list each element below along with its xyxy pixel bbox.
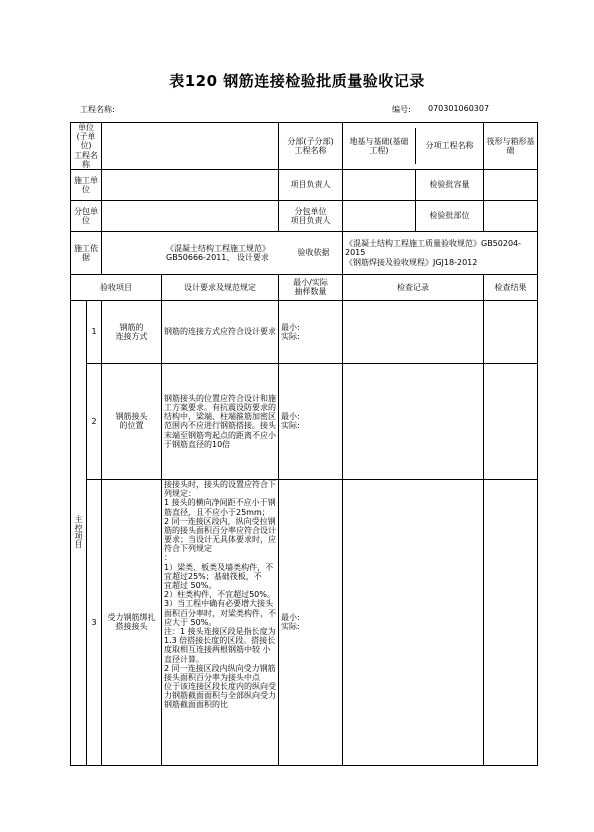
contractor-label: 施工单位 xyxy=(71,169,102,200)
row-no: 1 xyxy=(87,300,102,363)
row-sample: 最小: 实际: xyxy=(279,363,343,479)
unit-label: 单位(子单位) 工程名称 xyxy=(71,123,102,170)
sub-manager-label: 分包单位 项目负责人 xyxy=(279,200,343,231)
col-record: 检查记录 xyxy=(343,274,484,300)
contractor-value[interactable] xyxy=(102,169,279,200)
table-row xyxy=(71,479,538,765)
row-record[interactable] xyxy=(343,479,484,765)
number-label: 编号: xyxy=(392,105,411,114)
row-result[interactable] xyxy=(484,363,538,479)
subcontractor-value[interactable] xyxy=(102,200,279,231)
col-result: 检查结果 xyxy=(484,274,538,300)
sub-manager-value[interactable] xyxy=(343,201,416,231)
basis-cell xyxy=(102,231,343,274)
project-name-label: 工程名称: xyxy=(80,105,115,114)
batch-location-value[interactable] xyxy=(484,200,538,231)
header-row-basis xyxy=(71,231,538,274)
row-sample: 最小: 实际: xyxy=(279,479,343,765)
project-manager-label: 项目负责人 xyxy=(279,169,343,200)
col-item: 验收项目 xyxy=(71,274,162,300)
row-record[interactable] xyxy=(343,300,484,363)
row-no: 3 xyxy=(87,479,102,765)
subcontractor-label: 分包单位 xyxy=(71,200,102,231)
unit-value[interactable] xyxy=(102,123,279,170)
header-row-unit xyxy=(71,123,538,170)
project-manager-value[interactable] xyxy=(343,170,416,200)
section-label-cell xyxy=(71,300,87,765)
table-row xyxy=(71,363,538,479)
basis-label: 施工依据 xyxy=(71,231,102,274)
acceptance-form-table xyxy=(70,122,538,766)
header-row-contractor xyxy=(71,169,538,200)
page-title: 表120 钢筋连接检验批质量验收记录 xyxy=(169,72,425,90)
row-requirement: 钢筋接头的位置应符合设计和施工方案要求。有抗震设防要求的结构中，梁端、柱端箍筋加密区范围内不应进行钢筋搭接。接头末端至钢筋弯起点的距离不应小于钢筋直径的10倍 xyxy=(162,363,279,479)
row-item: 钢筋的 连接方式 xyxy=(102,300,162,363)
col-requirement: 设计要求及规范规定 xyxy=(162,274,279,300)
division-value: 地基与基础(基础 工程) xyxy=(343,128,416,164)
subitem-value: 筏形与箱形基础 xyxy=(484,123,538,170)
column-header-row xyxy=(71,274,538,300)
division-label: 分部(子分部) 工程名称 xyxy=(279,123,343,170)
row-requirement: 钢筋的连接方式应符合设计要求 xyxy=(162,300,279,363)
number-value: 070301060307 xyxy=(428,104,490,113)
batch-location-label: 检验批部位 xyxy=(429,211,470,221)
batch-capacity-label: 检验批容量 xyxy=(429,180,470,190)
batch-capacity-value[interactable] xyxy=(484,169,538,200)
division-cell xyxy=(343,123,484,170)
row-sample: 最小: 实际: xyxy=(279,300,343,363)
basis-value: 《混凝土结构工程施工规范》 GB50666-2011、 设计要求 xyxy=(166,243,270,262)
manager-cell xyxy=(343,169,484,200)
row-result[interactable] xyxy=(484,300,538,363)
table-row xyxy=(71,300,538,363)
row-item: 受力钢筋绑扎 搭接接头 xyxy=(102,479,162,765)
col-sample: 最小/实际 抽样数量 xyxy=(279,274,343,300)
header-row-subcontractor xyxy=(71,200,538,231)
row-item: 钢筋接头 的位置 xyxy=(102,363,162,479)
row-requirement: 接接头时，接头的设置应符合下列规定： 1 接头的横向净间距不应小于钢筋直径，且不应小于25mm； 2 同一连接区段内，纵向受拉钢筋的接头面积百分率应符合设计要求；当设计无具体要求时，应符合下列规定 ： 1）梁类、板类及墙类构件，不宜超过25%；基础筏板，不 宜超过 50%。 2）柱类构件，不宜超过50%。 3）当工程中确有必要增大接头面积百分率时，对梁类构件，不应大于 50%。 注：1 接头连接区段是指长度为 1.3 倍搭接长度的区段。搭接长度取相互连接两根钢筋中较 小直径计算。 2 同一连接区段内纵向受力钢筋接头面积百分率为接头中点 位于该连接区段长度内的纵向受力钢筋截面面积与全部纵向受力钢筋截面面积的比 xyxy=(164,479,276,710)
acceptance-basis-value: 《混凝土结构工程施工质量验收规范》GB50204-2015 《钢筋焊接及验收规程》JGJ18-2012 xyxy=(343,231,538,274)
row-no: 2 xyxy=(87,363,102,479)
row-requirement-cell xyxy=(162,479,279,765)
row-result[interactable] xyxy=(484,479,538,765)
acceptance-basis-label: 验收依据 xyxy=(297,248,330,258)
section-label: 主控项目 xyxy=(74,515,83,550)
sub-manager-cell xyxy=(343,200,484,231)
row-record[interactable] xyxy=(343,363,484,479)
subitem-label: 分项工程名称 xyxy=(425,141,474,151)
